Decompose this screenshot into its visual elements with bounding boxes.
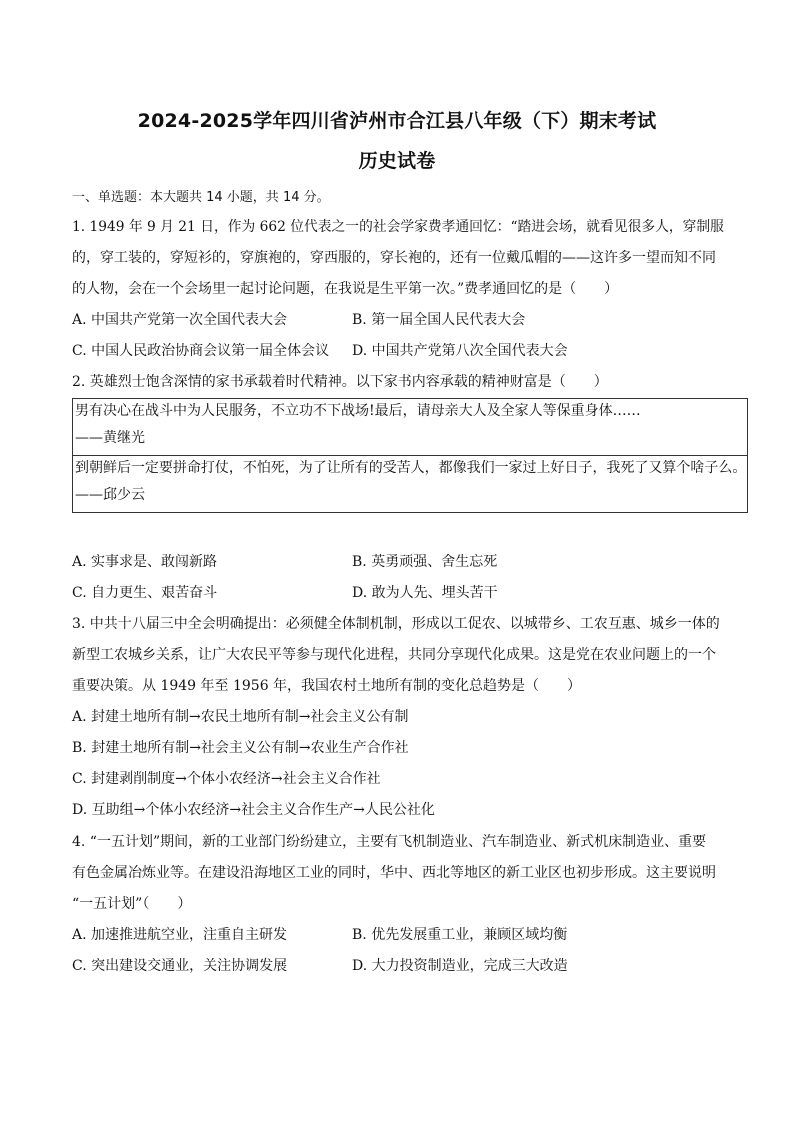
q2-option-a[interactable]: A. 实事求是、敢闯新路: [72, 554, 218, 570]
q1-line-2: 的，穿工装的，穿短衫的，穿旗袍的，穿西服的，穿长袍的，还有一位戴瓜帽的——这许多一望而知不同: [72, 250, 716, 266]
q4-option-c[interactable]: C. 突出建设交通业，关注协调发展: [72, 958, 288, 974]
exam-title: 2024-2025学年四川省泸州市合江县八年级（下）期末考试: [137, 110, 657, 132]
q1-option-c[interactable]: C. 中国人民政治协商会议第一届全体会议: [72, 343, 330, 359]
q3-option-b[interactable]: B. 封建土地所有制→社会主义公有制→农业生产合作社: [72, 740, 409, 756]
q4-option-b[interactable]: B. 优先发展重工业，兼顾区域均衡: [352, 927, 568, 943]
q4-option-d[interactable]: D. 大力投资制造业，完成三大改造: [352, 958, 568, 974]
q3-option-a[interactable]: A. 封建土地所有制→农民土地所有制→社会主义公有制: [72, 709, 409, 725]
letter-author: ——邱少云: [75, 487, 145, 503]
letter-row: [73, 399, 747, 456]
q3-line-3: 重要决策。从 1949 年至 1956 年，我国农村土地所有制的变化总趋势是（ ）: [72, 678, 582, 694]
q2-option-d[interactable]: D. 敢为人先、埋头苦干: [352, 585, 498, 601]
q3-line-1: 3. 中共十八届三中全会明确提出：必须健全体制机制，形成以工促农、以城带乡、工农互惠、城乡一体的: [72, 616, 720, 632]
q1-line-3: 的人物，会在一个会场里一起讨论问题，在我说是生平第一次。”费孝通回忆的是（ ）: [72, 281, 619, 297]
q4-line-3: “一五计划”（ ）: [72, 896, 192, 912]
q2-option-b[interactable]: B. 英勇顽强、舍生忘死: [352, 554, 498, 570]
letters-table: [72, 398, 748, 513]
q4-line-2: 有色金属冶炼业等。在建设沿海地区工业的同时，华中、西北等地区的新工业区也初步形成。这主要说明: [72, 865, 716, 881]
q2-option-c[interactable]: C. 自力更生、艰苦奋斗: [72, 585, 218, 601]
q1-option-d[interactable]: D. 中国共产党第八次全国代表大会: [352, 343, 568, 359]
section-heading: 一、单选题：本大题共 14 小题，共 14 分。: [72, 190, 330, 205]
q4-option-a[interactable]: A. 加速推进航空业，注重自主研发: [72, 927, 288, 943]
exam-subtitle: 历史试卷: [358, 150, 436, 172]
q1-option-a[interactable]: A. 中国共产党第一次全国代表大会: [72, 312, 288, 328]
q3-option-d[interactable]: D. 互助组→个体小农经济→社会主义合作生产→人民公社化: [72, 802, 435, 818]
q1-line-1: 1. 1949 年 9 月 21 日，作为 662 位代表之一的社会学家费孝通回忆：“踏进会场，就看见很多人，穿制服: [72, 219, 724, 235]
q4-line-1: 4. “一五计划”期间，新的工业部门纷纷建立，主要有飞机制造业、汽车制造业、新式机床制造业、重要: [72, 834, 707, 850]
q2-stem: 2. 英雄烈士饱含深情的家书承载着时代精神。以下家书内容承载的精神财富是（ ）: [72, 374, 608, 390]
q1-option-b[interactable]: B. 第一届全国人民代表大会: [352, 312, 526, 328]
letter-text: 到朝鲜后一定要拼命打仗，不怕死，为了让所有的受苦人，都像我们一家过上好日子，我死了又算个啥子么。: [75, 460, 747, 476]
q3-option-c[interactable]: C. 封建剥削制度→个体小农经济→社会主义合作社: [72, 771, 381, 787]
q3-line-2: 新型工农城乡关系，让广大农民平等参与现代化进程，共同分享现代化成果。这是党在农业问题上的一个: [72, 647, 716, 663]
letter-text: 男有决心在战斗中为人民服务，不立功不下战场!最后，请母亲大人及全家人等保重身体……: [75, 403, 641, 419]
letter-author: ——黄继光: [75, 430, 145, 446]
